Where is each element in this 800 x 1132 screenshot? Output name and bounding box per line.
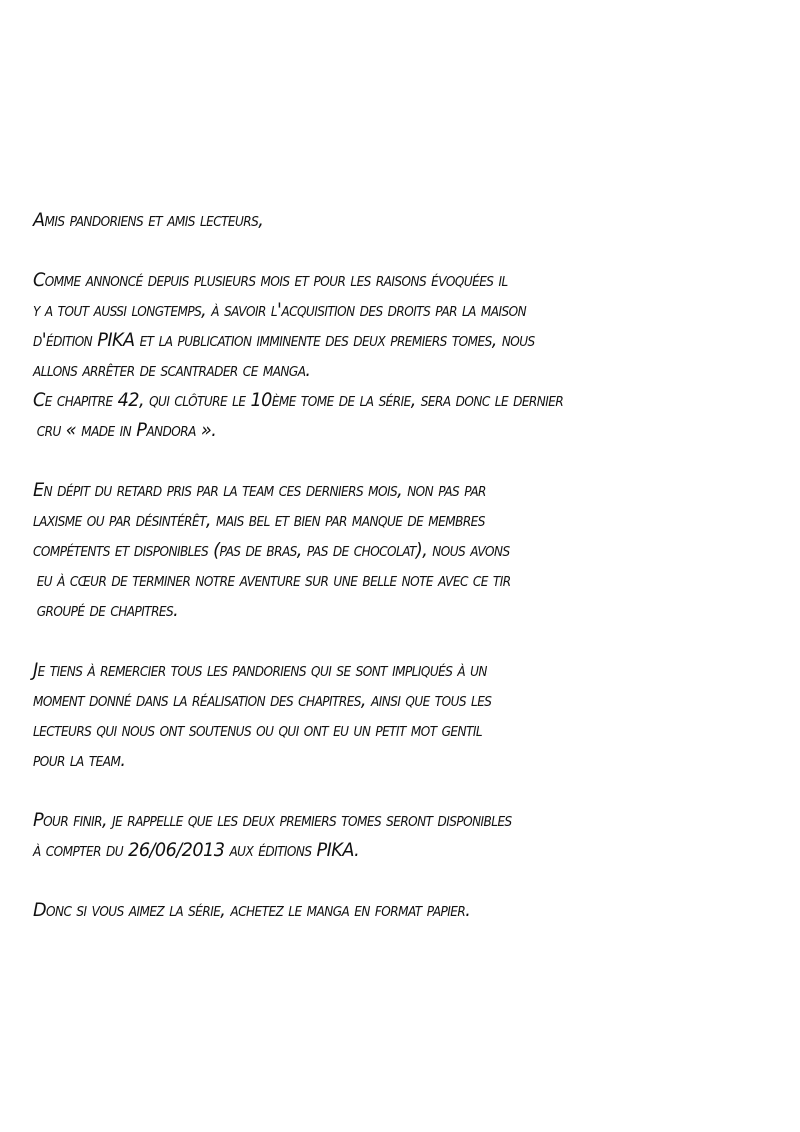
text-line: Pour finir, je rappelle que les deux premiers tomes seront disponibles xyxy=(33,809,512,831)
text-line: d'édition PIKA et la publication imminente des deux premiers tomes, nous xyxy=(33,329,535,351)
paragraph-gap xyxy=(33,235,783,265)
paragraph-announcement xyxy=(33,265,783,445)
text-line: Je tiens à remercier tous les pandoriens qui se sont impliqués à un xyxy=(33,659,487,681)
paragraph-thanks xyxy=(33,655,783,775)
text-line: moment donné dans la réalisation des chapitres, ainsi que tous les xyxy=(33,689,492,711)
closing-line: Donc si vous aimez la série, achetez le manga en format papier. xyxy=(33,899,471,921)
text-line: En dépit du retard pris par la team ces derniers mois, non pas par xyxy=(33,479,486,501)
paragraph-gap xyxy=(33,865,783,895)
paragraph-gap xyxy=(33,775,783,805)
paragraph-gap xyxy=(33,445,783,475)
text-line: compétents et disponibles (pas de bras, pas de chocolat), nous avons xyxy=(33,539,510,561)
text-line: pour la team. xyxy=(33,749,126,771)
text-line: groupé de chapitres. xyxy=(36,599,179,621)
text-line: lecteurs qui nous ont soutenus ou qui ont eu un petit mot gentil xyxy=(33,719,483,741)
paragraph-delay xyxy=(33,475,783,625)
text-line: allons arrêter de scantrader ce manga. xyxy=(33,359,311,381)
greeting: Amis pandoriens et amis lecteurs, xyxy=(33,209,264,231)
text-line: Ce chapitre 42, qui clôture le 10ème tome de la série, sera donc le dernier xyxy=(33,389,564,411)
paragraph-release xyxy=(33,805,783,865)
text-line: y a tout aussi longtemps, à savoir l'acquisition des droits par la maison xyxy=(33,299,527,321)
text-line: cru « made in Pandora ». xyxy=(36,419,217,441)
paragraph-gap xyxy=(33,625,783,655)
letter-page xyxy=(33,205,783,925)
text-line: eu à cœur de terminer notre aventure sur une belle note avec ce tir xyxy=(36,569,511,591)
text-line: Comme annoncé depuis plusieurs mois et pour les raisons évoquées il xyxy=(33,269,508,291)
text-line: à compter du 26/06/2013 aux éditions PIKA. xyxy=(33,839,360,861)
text-line: laxisme ou par désintérêt, mais bel et bien par manque de membres xyxy=(33,509,485,531)
